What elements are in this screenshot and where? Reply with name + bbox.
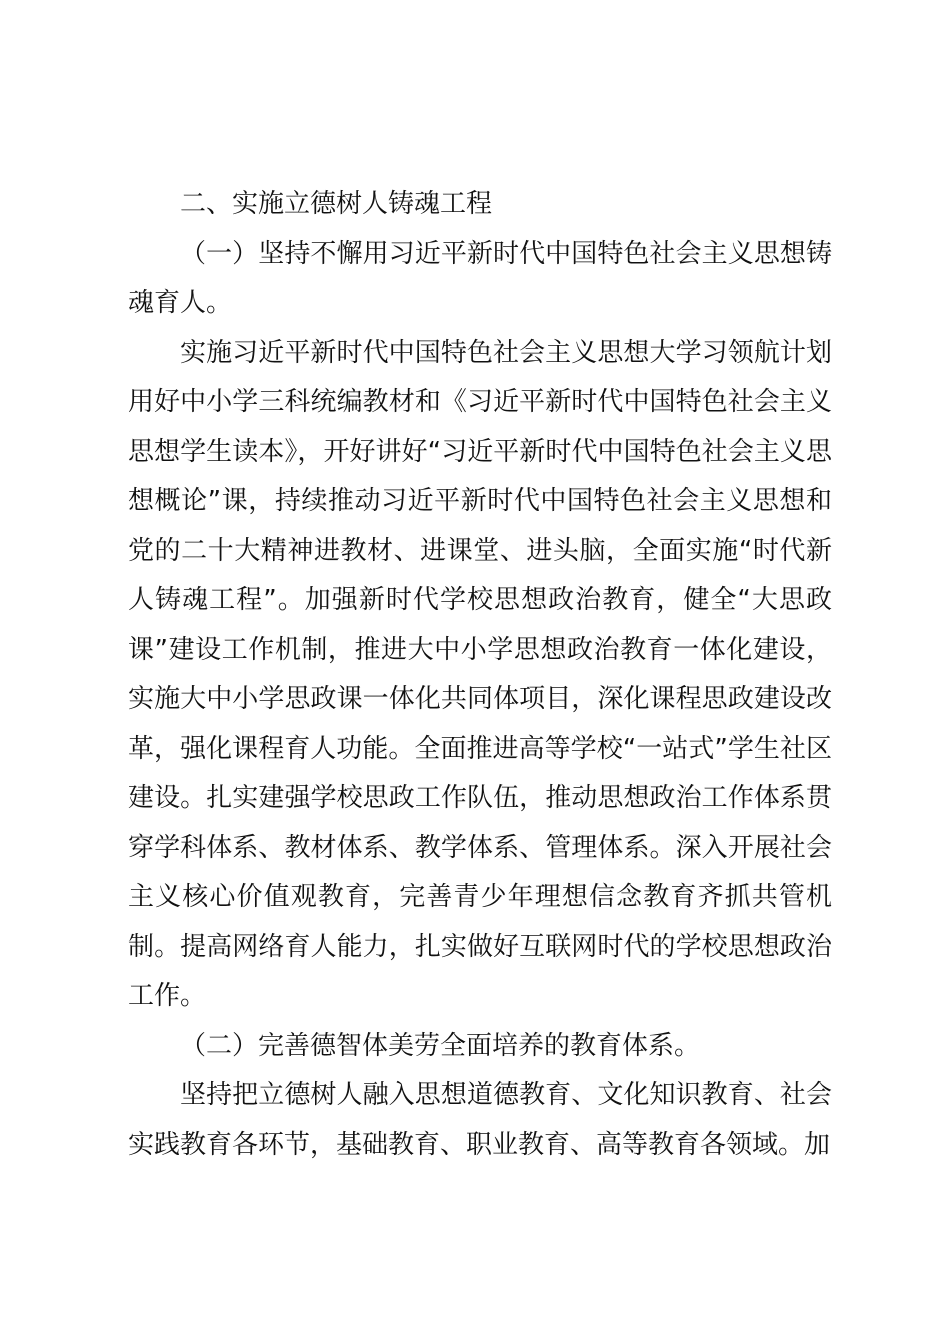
subsection-title-1: （一）坚持不懈用习近平新时代中国特色社会主义思想铸魂育人。 — [128, 238, 832, 318]
subsection-title-2: （二）完善德智体美劳全面培养的教育体系。 — [180, 1030, 701, 1061]
paragraph-1: 实施习近平新时代中国特色社会主义思想大学习领航计划用好中小学三科统编教材和《习近平新时代中国特色社会主义思想学生读本》，开好讲好“习近平新时代中国特色社会主义思想概论”课，持续推动习近平新时代中国特色社会主义思想和党的二十大精神进教材、进课堂、进头脑，全面实施“时代新人铸魂工程”。加强新时代学校思想政治教育，健全“大思政课”建设工作机制，推进大中小学思想政治教育一体化建设，实施大中小学思政课一体化共同体项目，深化课程思政建设改革，强化课程育人功能。全面推进高等学校“一站式”学生社区建设。扎实建强学校思政工作队伍，推动思想政治工作体系贯穿学科体系、教材体系、教学体系、管理体系。深入开展社会主义核心价值观教育，完善青少年理想信念教育齐抓共管机制。提高网络育人能力，扎实做好互联网时代的学校思想政治工作。 — [128, 337, 832, 1011]
paragraph-2: 坚持把立德树人融入思想道德教育、文化知识教育、社会实践教育各环节，基础教育、职业教育、高等教育各领域。加 — [128, 1080, 832, 1160]
section-heading: 二、实施立德树人铸魂工程 — [180, 189, 493, 219]
document-body — [128, 180, 832, 1170]
